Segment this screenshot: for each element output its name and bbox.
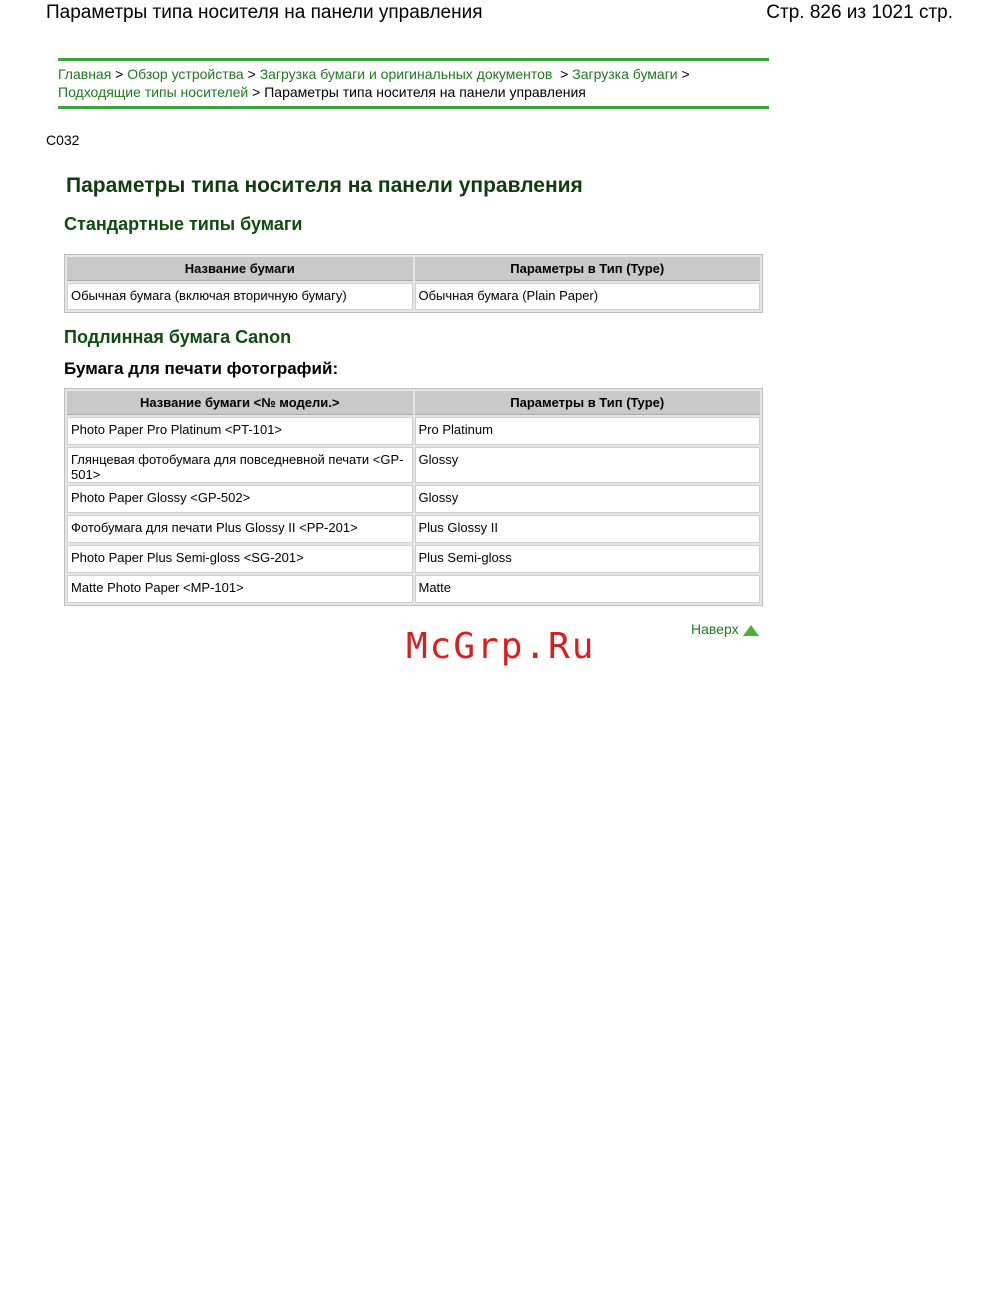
table-header-row <box>67 257 760 281</box>
table-row <box>67 575 760 603</box>
watermark: McGrp.Ru <box>406 626 596 667</box>
table-row <box>67 447 760 483</box>
page-title: Параметры типа носителя на панели управления <box>66 174 583 197</box>
table-row <box>67 515 760 543</box>
table-row <box>67 417 760 445</box>
column-header: Параметры в Тип (Type) <box>415 257 761 281</box>
type-setting-cell: Glossy <box>415 485 761 513</box>
page-code: C032 <box>46 132 80 148</box>
section-heading-canon: Подлинная бумага Canon <box>64 327 292 347</box>
breadcrumb-link-loading-paper[interactable]: Загрузка бумаги <box>572 66 678 82</box>
section-heading-standard: Стандартные типы бумаги <box>64 214 303 234</box>
type-setting-cell: Plus Semi-gloss <box>415 545 761 573</box>
column-header: Параметры в Тип (Type) <box>415 391 761 415</box>
standard-paper-table <box>64 254 763 313</box>
column-header: Название бумаги <box>67 257 413 281</box>
type-setting-cell: Обычная бумага (Plain Paper) <box>415 283 761 310</box>
type-setting-cell: Glossy <box>415 447 761 483</box>
subsection-heading-photo-paper: Бумага для печати фотографий: <box>64 359 339 378</box>
paper-name-cell: Обычная бумага (включая вторичную бумагу) <box>67 283 413 310</box>
paper-name-cell: Фотобумага для печати Plus Glossy II <PP-201> <box>67 515 413 543</box>
breadcrumb-link-home[interactable]: Главная <box>58 66 112 82</box>
paper-name-cell: Глянцевая фотобумага для повседневной печати <GP-501> <box>67 447 413 483</box>
breadcrumb-link-loading-paper-originals[interactable]: Загрузка бумаги и оригинальных документов <box>259 66 553 82</box>
type-setting-cell: Plus Glossy II <box>415 515 761 543</box>
photo-paper-table <box>64 388 763 606</box>
table-header-row <box>67 391 760 415</box>
breadcrumb: Главная > Обзор устройства > Загрузка бумаги и оригинальных документов > Загрузка бумаги > Подходящие типы носителей > Параметры типа носителя на панели управления <box>58 66 690 100</box>
breadcrumb-bottom-divider <box>58 106 769 109</box>
paper-name-cell: Photo Paper Plus Semi-gloss <SG-201> <box>67 545 413 573</box>
column-header: Название бумаги <№ модели.> <box>67 391 413 415</box>
paper-name-cell: Matte Photo Paper <MP-101> <box>67 575 413 603</box>
table-row <box>67 283 760 310</box>
breadcrumb-top-divider <box>58 58 769 61</box>
paper-name-cell: Photo Paper Pro Platinum <PT-101> <box>67 417 413 445</box>
triangle-up-icon <box>743 625 759 636</box>
type-setting-cell: Pro Platinum <box>415 417 761 445</box>
type-setting-cell: Matte <box>415 575 761 603</box>
page-counter: Стр. 826 из 1021 стр. <box>766 2 953 23</box>
breadcrumb-link-media-types[interactable]: Подходящие типы носителей <box>58 84 249 100</box>
breadcrumb-link-device-overview[interactable]: Обзор устройства <box>127 66 244 82</box>
paper-name-cell: Photo Paper Glossy <GP-502> <box>67 485 413 513</box>
breadcrumb-current: Параметры типа носителя на панели управления <box>264 84 586 100</box>
document-header-title: Параметры типа носителя на панели управления <box>46 2 483 23</box>
table-row <box>67 545 760 573</box>
back-to-top-label: Наверх <box>691 621 739 637</box>
table-row <box>67 485 760 513</box>
back-to-top-link[interactable] <box>691 621 759 637</box>
